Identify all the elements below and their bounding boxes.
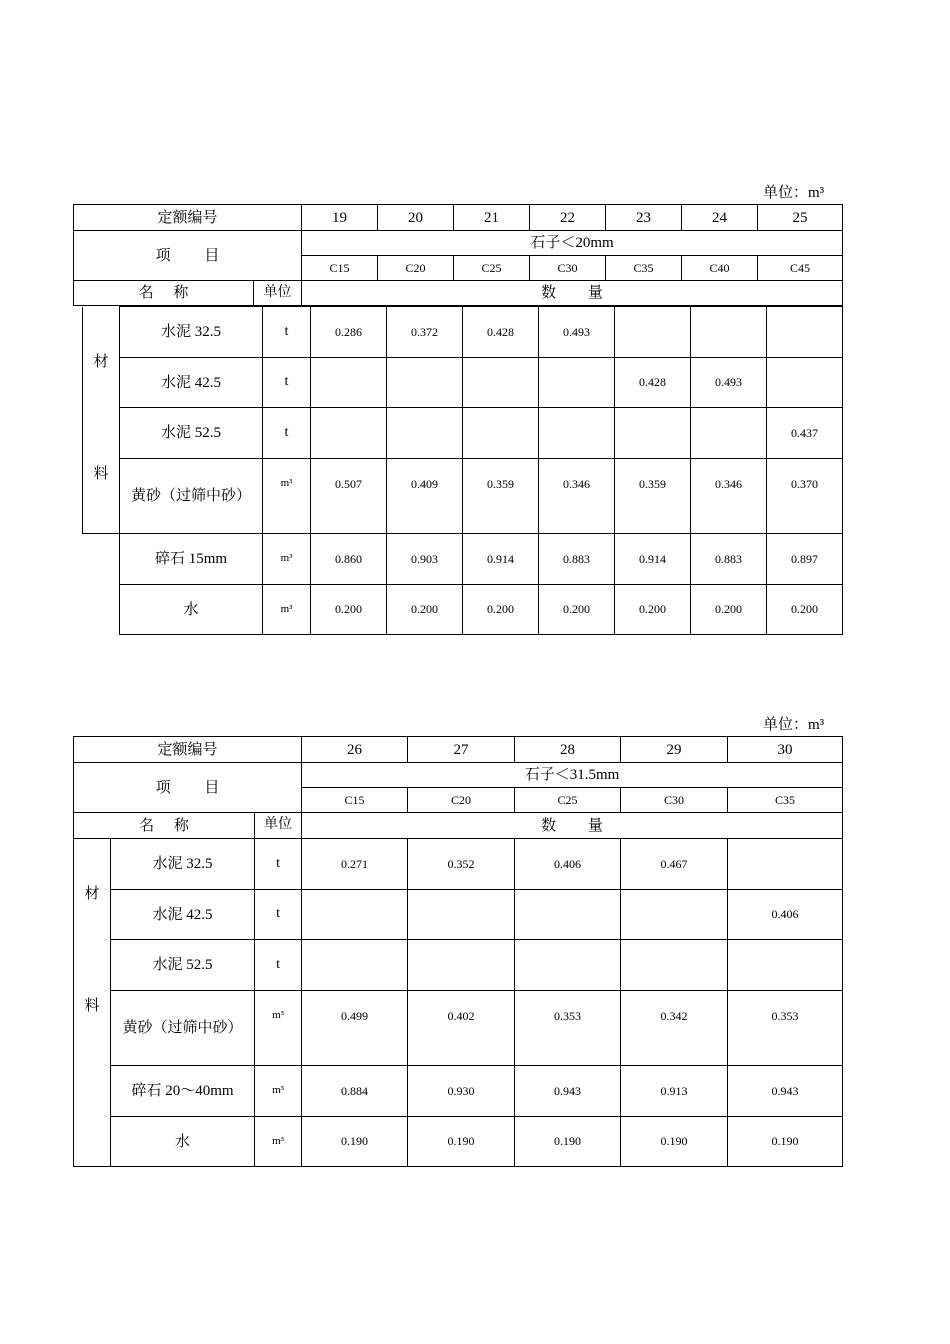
quantity-value: 0.352 — [408, 839, 515, 890]
quantity-value: 0.359 — [615, 459, 691, 534]
quantity-value: 0.271 — [302, 839, 408, 890]
material-name: 水泥 32.5 — [111, 839, 255, 890]
material-name: 黄砂（过筛中砂） — [120, 459, 263, 534]
grade-label: C30 — [621, 788, 728, 813]
quantity-value — [408, 890, 515, 940]
quota-code: 19 — [302, 205, 378, 231]
quantity-value: 0.428 — [615, 358, 691, 408]
material-unit: m³ — [255, 1066, 302, 1117]
material-name: 水泥 32.5 — [120, 307, 263, 358]
quantity-value: 0.883 — [539, 534, 615, 585]
quantity-value — [463, 408, 539, 459]
name-column-label: 名 称 — [74, 281, 254, 306]
quota-code-label: 定额编号 — [74, 205, 302, 231]
category-char: 料 — [93, 465, 109, 482]
quantity-value: 0.467 — [621, 839, 728, 890]
quantity-value: 0.507 — [311, 459, 387, 534]
quantity-value — [621, 890, 728, 940]
category-char: 材 — [93, 353, 109, 370]
stone-size-label: 石子＜31.5mm — [302, 763, 843, 788]
material-unit: m³ — [263, 459, 311, 534]
quota-table-1-header — [73, 204, 843, 306]
grade-label: C20 — [378, 256, 454, 281]
quantity-value: 0.286 — [311, 307, 387, 358]
stone-size-label: 石子＜20mm — [302, 231, 843, 256]
quantity-value: 0.914 — [615, 534, 691, 585]
quantity-value: 0.372 — [387, 307, 463, 358]
quantity-value: 0.897 — [767, 534, 843, 585]
quantity-value: 0.884 — [302, 1066, 408, 1117]
quota-code: 21 — [454, 205, 530, 231]
grade-label: C15 — [302, 256, 378, 281]
quota-code: 26 — [302, 737, 408, 763]
quantity-value: 0.346 — [539, 459, 615, 534]
quantity-value — [539, 408, 615, 459]
quantity-value — [615, 408, 691, 459]
quantity-label: 数 量 — [302, 813, 843, 839]
material-unit: t — [255, 839, 302, 890]
blank-cell — [83, 585, 120, 635]
material-unit: t — [263, 358, 311, 408]
quota-code-label: 定额编号 — [74, 737, 302, 763]
material-unit: t — [263, 408, 311, 459]
quantity-value: 0.437 — [767, 408, 843, 459]
quota-code: 20 — [378, 205, 454, 231]
material-unit: m³ — [255, 991, 302, 1066]
material-name: 水泥 52.5 — [111, 940, 255, 991]
blank-cell — [83, 534, 120, 585]
quota-table-2 — [73, 736, 843, 1167]
quota-code: 27 — [408, 737, 515, 763]
material-name: 碎石 20～40mm — [111, 1066, 255, 1117]
quantity-value: 0.200 — [463, 585, 539, 635]
quantity-value — [539, 358, 615, 408]
quantity-value — [311, 358, 387, 408]
quantity-value: 0.370 — [767, 459, 843, 534]
material-unit: m³ — [263, 534, 311, 585]
quantity-value: 0.428 — [463, 307, 539, 358]
item-label: 项 目 — [74, 763, 302, 813]
unit-label: 单位：m³ — [763, 185, 825, 201]
quota-code: 23 — [606, 205, 682, 231]
quantity-value: 0.200 — [539, 585, 615, 635]
quantity-value — [302, 940, 408, 991]
quantity-value: 0.943 — [728, 1066, 843, 1117]
quantity-value: 0.883 — [691, 534, 767, 585]
quantity-value — [311, 408, 387, 459]
quantity-value — [767, 307, 843, 358]
quantity-value — [302, 890, 408, 940]
quantity-value: 0.914 — [463, 534, 539, 585]
quantity-value: 0.493 — [539, 307, 615, 358]
quantity-value: 0.903 — [387, 534, 463, 585]
unit-column-label: 单位 — [255, 813, 302, 839]
quantity-value: 0.499 — [302, 991, 408, 1066]
quantity-value: 0.943 — [515, 1066, 621, 1117]
quantity-value — [621, 940, 728, 991]
grade-label: C30 — [530, 256, 606, 281]
name-column-label: 名 称 — [74, 813, 255, 839]
grade-label: C35 — [728, 788, 843, 813]
quantity-value: 0.406 — [728, 890, 843, 940]
material-unit: t — [263, 307, 311, 358]
quantity-value: 0.190 — [515, 1117, 621, 1167]
quantity-label: 数 量 — [302, 281, 843, 306]
quantity-value: 0.190 — [302, 1117, 408, 1167]
category-cell — [74, 839, 111, 1167]
quota-code: 25 — [758, 205, 843, 231]
quota-code: 30 — [728, 737, 843, 763]
grade-label: C35 — [606, 256, 682, 281]
quantity-value: 0.409 — [387, 459, 463, 534]
quantity-value: 0.913 — [621, 1066, 728, 1117]
quantity-value: 0.353 — [515, 991, 621, 1066]
quantity-value: 0.359 — [463, 459, 539, 534]
material-name: 水 — [120, 585, 263, 635]
material-unit: m³ — [263, 585, 311, 635]
material-name: 水泥 42.5 — [120, 358, 263, 408]
grade-label: C20 — [408, 788, 515, 813]
quantity-value: 0.190 — [728, 1117, 843, 1167]
material-name: 水 — [111, 1117, 255, 1167]
quantity-value: 0.406 — [515, 839, 621, 890]
quantity-value — [515, 940, 621, 991]
grade-label: C15 — [302, 788, 408, 813]
quota-code: 28 — [515, 737, 621, 763]
quantity-value: 0.860 — [311, 534, 387, 585]
quantity-value: 0.930 — [408, 1066, 515, 1117]
quantity-value — [408, 940, 515, 991]
quantity-value: 0.200 — [767, 585, 843, 635]
quantity-value: 0.190 — [621, 1117, 728, 1167]
quantity-value: 0.346 — [691, 459, 767, 534]
grade-label: C45 — [758, 256, 843, 281]
category-char: 材 — [84, 886, 100, 902]
quantity-value — [767, 358, 843, 408]
unit-label: 单位：m³ — [763, 717, 825, 733]
quantity-value: 0.200 — [387, 585, 463, 635]
material-unit: m³ — [255, 1117, 302, 1167]
quantity-value — [387, 408, 463, 459]
quantity-value — [463, 358, 539, 408]
quantity-value — [691, 408, 767, 459]
quantity-value — [615, 307, 691, 358]
quantity-value: 0.342 — [621, 991, 728, 1066]
quota-code: 22 — [530, 205, 606, 231]
category-char: 料 — [84, 998, 100, 1014]
quota-code: 29 — [621, 737, 728, 763]
quantity-value — [728, 940, 843, 991]
material-name: 水泥 52.5 — [120, 408, 263, 459]
material-name: 水泥 42.5 — [111, 890, 255, 940]
unit-column-label: 单位 — [254, 281, 302, 306]
material-unit: t — [255, 940, 302, 991]
item-label: 项 目 — [74, 231, 302, 281]
category-cell — [83, 307, 120, 534]
material-name: 黄砂（过筛中砂） — [111, 991, 255, 1066]
quota-table-1-body — [82, 306, 843, 635]
quantity-value: 0.200 — [311, 585, 387, 635]
quantity-value — [387, 358, 463, 408]
quantity-value: 0.200 — [615, 585, 691, 635]
quota-code: 24 — [682, 205, 758, 231]
grade-label: C25 — [515, 788, 621, 813]
quantity-value: 0.493 — [691, 358, 767, 408]
quantity-value: 0.200 — [691, 585, 767, 635]
quantity-value: 0.402 — [408, 991, 515, 1066]
quantity-value — [691, 307, 767, 358]
grade-label: C25 — [454, 256, 530, 281]
grade-label: C40 — [682, 256, 758, 281]
quantity-value: 0.353 — [728, 991, 843, 1066]
quantity-value — [515, 890, 621, 940]
quantity-value — [728, 839, 843, 890]
quantity-value: 0.190 — [408, 1117, 515, 1167]
material-unit: t — [255, 890, 302, 940]
material-name: 碎石 15mm — [120, 534, 263, 585]
